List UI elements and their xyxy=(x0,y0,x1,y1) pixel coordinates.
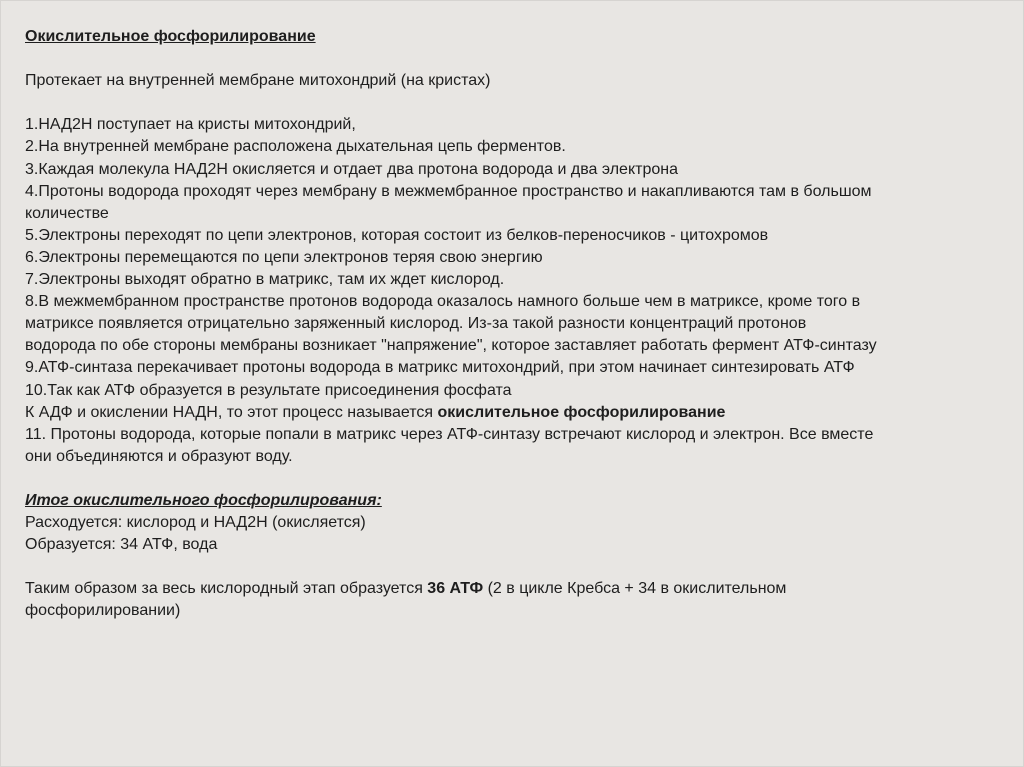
summary-heading: Итог окислительного фосфорилирования: xyxy=(25,491,382,509)
step-11: 11. Протоны водорода, которые попали в матрикс через АТФ-синтазу встречают кислород и электрон. Все вместе xyxy=(25,425,874,443)
conclusion-suffix: (2 в цикле Кребса + 34 в окислительном xyxy=(483,580,787,598)
step-8-cont-2: водорода по обе стороны мембраны возникает "напряжение", которое заставляет работать фермент АТФ-синтазу xyxy=(25,337,877,355)
step-10-cont-text: К АДФ и окислении НАДН, то этот процесс называется xyxy=(25,403,438,421)
step-11-cont: они объединяются и образуют воду. xyxy=(25,447,293,465)
step-10-cont-bold: окислительное фосфорилирование xyxy=(437,403,726,421)
spacer xyxy=(25,556,1015,578)
step-4-cont: количестве xyxy=(25,204,109,222)
summary-consumed: Расходуется: кислород и НАД2Н (окисляется) xyxy=(25,514,366,532)
step-8-cont-1: матриксе появляется отрицательно заряженный кислород. Из-за такой разности концентраций протонов xyxy=(25,315,807,333)
conclusion-line-2: фосфорилировании) xyxy=(25,602,181,620)
conclusion-line-1 xyxy=(25,578,1015,600)
summary-produced: Образуется: 34 АТФ, вода xyxy=(25,536,218,554)
step-6: 6.Электроны перемещаются по цепи электронов теряя свою энергию xyxy=(25,248,543,266)
step-5: 5.Электроны переходят по цепи электронов, которая состоит из белков-переносчиков - цитохромов xyxy=(25,226,769,244)
step-1: 1.НАД2Н поступает на кристы митохондрий, xyxy=(25,116,356,134)
step-8: 8.В межмембранном пространстве протонов водорода оказалось намного больше чем в матриксе, кроме того в xyxy=(25,293,861,311)
slide-text xyxy=(25,26,1015,623)
conclusion-prefix: Таким образом за весь кислородный этап образуется xyxy=(25,580,428,598)
step-7: 7.Электроны выходят обратно в матрикс, там их ждет кислород. xyxy=(25,271,505,289)
step-4: 4.Протоны водорода проходят через мембрану в межмембранное пространство и накапливаются там в большом xyxy=(25,182,872,200)
page-title: Окислительное фосфорилирование xyxy=(25,28,316,45)
step-10-cont xyxy=(25,402,1015,424)
step-9: 9.АТФ-синтаза перекачивает протоны водорода в матрикс митохондрий, при этом начинает синтезировать АТФ xyxy=(25,359,855,377)
step-3: 3.Каждая молекула НАД2Н окисляется и отдает два протона водорода и два электрона xyxy=(25,160,678,178)
intro-text: Протекает на внутренней мембране митохондрий (на кристах) xyxy=(25,72,491,90)
spacer xyxy=(25,468,1015,490)
spacer xyxy=(25,92,1015,114)
step-2: 2.На внутренней мембране расположена дыхательная цепь ферментов. xyxy=(25,138,566,156)
conclusion-bold: 36 АТФ xyxy=(427,580,484,598)
step-10: 10.Так как АТФ образуется в результате присоединения фосфата xyxy=(25,381,512,399)
spacer xyxy=(25,48,1015,70)
